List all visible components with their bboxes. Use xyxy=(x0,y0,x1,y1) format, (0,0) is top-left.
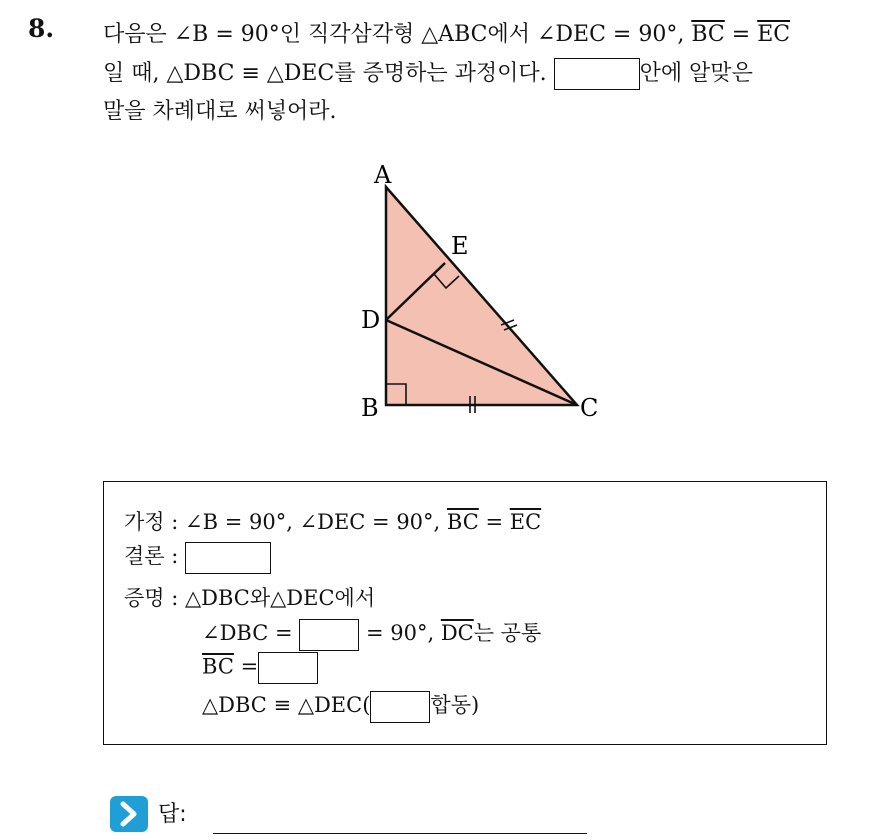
step1-blank-box[interactable] xyxy=(299,619,359,651)
vertex-label-c: C xyxy=(580,394,599,422)
vertex-label-b: B xyxy=(361,394,379,422)
segment-ec: $\overline{EC}$ xyxy=(509,510,542,534)
proof-step-2 xyxy=(202,652,318,684)
step1-text: ∠DBC = xyxy=(202,621,300,645)
vertex-label-a: A xyxy=(374,161,392,189)
step1-text-2: = 90°, xyxy=(359,621,441,645)
question-line-2-text: 일 때, △DBC ≡ △DEC를 증명하는 과정이다. xyxy=(103,61,554,86)
proof-conclusion xyxy=(124,540,271,574)
answer-input-line[interactable] xyxy=(213,833,587,834)
blank-box-icon xyxy=(554,58,640,90)
conclusion-blank-box[interactable] xyxy=(185,542,271,574)
answer-arrow-icon xyxy=(110,796,148,832)
equals-sign: = xyxy=(478,510,510,534)
segment-bc: $\overline{BC}$ xyxy=(691,22,725,47)
proof-step-3 xyxy=(202,689,479,723)
proof-intro-text: △DBC와△DEC에서 xyxy=(185,586,376,610)
step3-text-2: 합동) xyxy=(430,693,480,717)
proof-step-1 xyxy=(202,617,541,651)
hypothesis-label: 가정 : xyxy=(124,510,185,534)
question-line-2 xyxy=(103,56,753,90)
question-line-3: 말을 차례대로 써넣어라. xyxy=(103,99,337,124)
chevron-right-icon xyxy=(110,796,148,832)
proof-label: 증명 : xyxy=(124,586,185,610)
proof-hypothesis xyxy=(124,506,541,536)
question-line-1 xyxy=(103,17,790,48)
proof-intro xyxy=(124,582,375,612)
conclusion-label: 결론 : xyxy=(124,544,185,568)
step3-blank-box[interactable] xyxy=(370,691,430,723)
answer-label: 답: xyxy=(158,802,187,827)
question-number: 8. xyxy=(28,14,55,43)
step3-text: △DBC ≡ △DEC( xyxy=(202,693,371,717)
segment-bc: $\overline{BC}$ xyxy=(202,654,234,679)
proof-box xyxy=(103,481,827,745)
segment-bc: $\overline{BC}$ xyxy=(446,510,479,534)
question-line-2-tail: 안에 알맞은 xyxy=(639,61,753,86)
step2-eq: = xyxy=(233,654,259,679)
hypothesis-text: ∠B = 90°, ∠DEC = 90°, xyxy=(185,510,447,534)
question-line-1-text: 다음은 ∠B = 90°인 직각삼각형 △ABC에서 ∠DEC = 90°, xyxy=(103,22,692,47)
step1-text-3: 는 공통 xyxy=(473,621,542,645)
step2-blank-box[interactable] xyxy=(258,652,318,684)
vertex-label-e: E xyxy=(451,232,469,260)
segment-ec: $\overline{EC}$ xyxy=(757,22,791,47)
equals-sign: = xyxy=(724,22,758,47)
segment-dc: $\overline{DC}$ xyxy=(440,621,474,645)
triangle-figure xyxy=(330,150,630,430)
triangle-abc xyxy=(386,187,577,405)
vertex-label-d: D xyxy=(361,306,381,334)
